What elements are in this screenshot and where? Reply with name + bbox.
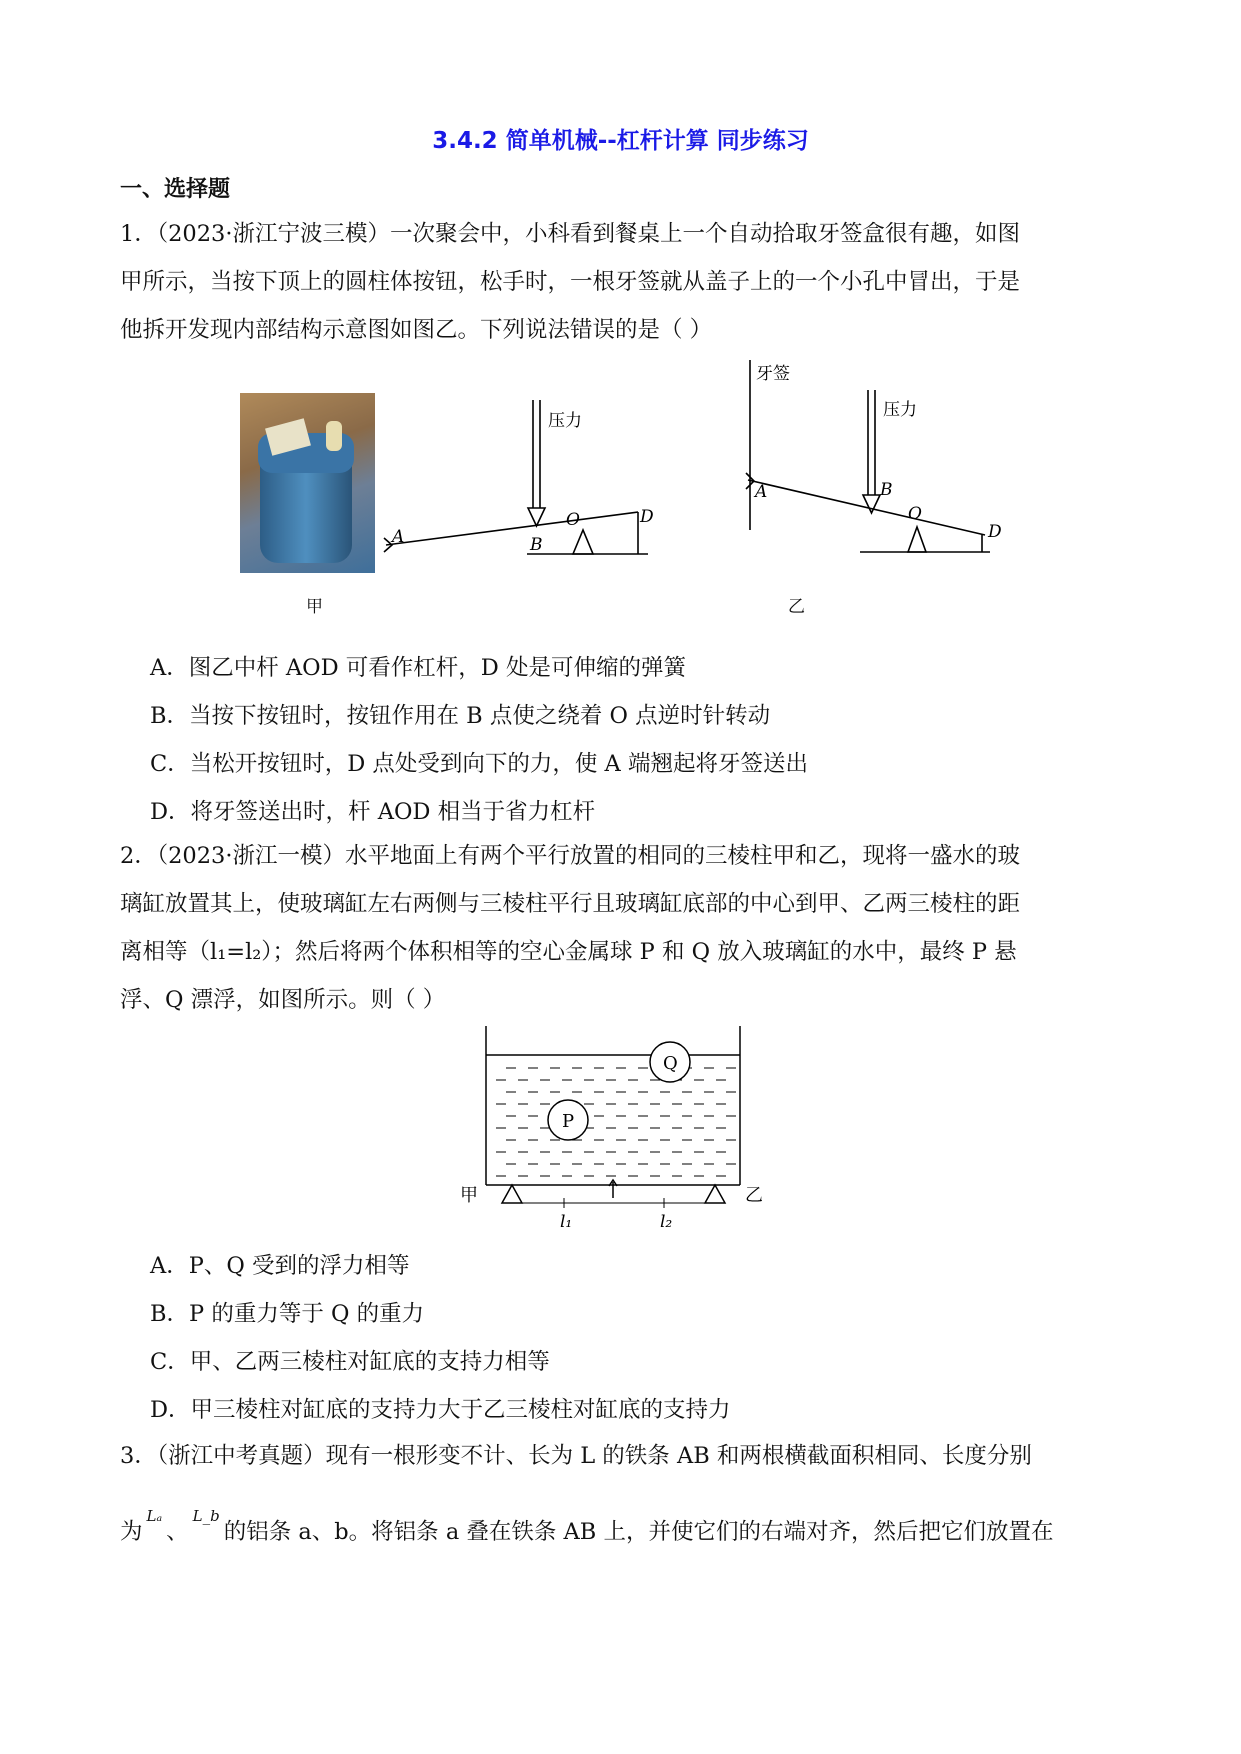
label-a: A	[392, 527, 405, 547]
question-3-line: 3．（浙江中考真题）现有一根形变不计、长为 L 的铁条 AB 和两根横截面积相同、长度分别	[120, 1443, 1032, 1469]
question-1-option-c: C．当松开按钮时，D 点处受到向下的力，使 A 端翘起将牙签送出	[150, 751, 808, 777]
prism-jia-label: 甲	[460, 1185, 478, 1206]
q3-prefix: 为	[120, 1519, 143, 1545]
label-b: B	[880, 480, 893, 500]
question-1-option-d: D．将牙签送出时，杆 AOD 相当于省力杠杆	[150, 799, 596, 825]
label-o: O	[566, 510, 580, 530]
question-1-line: 1．（2023·浙江宁波三模）一次聚会中，小科看到餐桌上一个自动拾取牙签盒很有趣，如图	[120, 221, 1020, 247]
q3-rest: 的铝条 a、b。将铝条 a 叠在铁条 AB 上，并使它们的右端对齐，然后把它们放置在	[223, 1519, 1054, 1545]
q3-sep: 、	[166, 1519, 189, 1545]
question-2-line: 浮、Q 漂浮，如图所示。则（ ）	[120, 987, 446, 1013]
question-2-option-a: A．P、Q 受到的浮力相等	[150, 1253, 410, 1279]
label-b: B	[530, 535, 543, 555]
prism-yi-label: 乙	[745, 1185, 763, 1206]
pivot-triangle	[573, 530, 593, 554]
ball-p-label: P	[562, 1111, 575, 1132]
lever-diagram-yi	[740, 355, 1040, 575]
section-heading: 一、选择题	[120, 177, 231, 202]
lever-diagram-jia	[380, 390, 670, 590]
question-2-line: 2．（2023·浙江一模）水平地面上有两个平行放置的相同的三棱柱甲和乙，现将一盛水的玻	[120, 843, 1020, 869]
prism-jia	[502, 1185, 522, 1203]
question-2-option-b: B．P 的重力等于 Q 的重力	[150, 1301, 425, 1327]
toothpick-label: 牙签	[756, 364, 790, 384]
label-a: A	[755, 482, 768, 502]
lever-rod	[748, 480, 985, 535]
question-1-option-a: A．图乙中杆 AOD 可看作杠杆，D 处是可伸缩的弹簧	[150, 655, 686, 681]
question-2-option-c: C．甲、乙两三棱柱对缸底的支持力相等	[150, 1349, 550, 1375]
question-1-option-b: B．当按下按钮时，按钮作用在 B 点使之绕着 O 点逆时针转动	[150, 703, 771, 729]
l2-label: l₂	[660, 1212, 673, 1232]
question-1-line: 甲所示，当按下顶上的圆柱体按钮，松手时，一根牙签就从盖子上的一个小孔中冒出，于是	[120, 269, 1021, 295]
glass-tank-diagram	[460, 1020, 780, 1235]
l1-label: l₁	[560, 1212, 573, 1232]
ball-q-label: Q	[663, 1053, 678, 1074]
question-1-text	[120, 210, 1130, 354]
q3-la: Lₐ	[146, 1507, 163, 1525]
question-2-line: 离相等（l₁=l₂）；然后将两个体积相等的空心金属球 P 和 Q 放入玻璃缸的水中，最终 P 悬	[120, 939, 1017, 965]
page-title: 3.4.2 简单机械--杠杆计算 同步练习	[432, 128, 809, 154]
question-2-option-d: D．甲三棱柱对缸底的支持力大于乙三棱柱对缸底的支持力	[150, 1397, 731, 1423]
photo-box-knob	[326, 421, 342, 451]
q3-lb: L_b	[192, 1507, 220, 1525]
question-2-text	[120, 832, 1130, 1024]
question-3-text	[120, 1432, 1130, 1480]
pressure-arrow-head	[528, 508, 545, 526]
pressure-label: 压力	[548, 411, 582, 431]
question-1-line: 他拆开发现内部结构示意图如图乙。下列说法错误的是（ ）	[120, 317, 713, 343]
figure-caption-jia: 甲	[306, 597, 323, 617]
water-hatching	[496, 1068, 736, 1176]
question-3-line	[120, 1508, 1130, 1556]
lever-rod	[386, 512, 638, 545]
label-o: O	[908, 504, 922, 524]
question-2-line: 璃缸放置其上，使玻璃缸左右两侧与三棱柱平行且玻璃缸底部的中心到甲、乙两三棱柱的距	[120, 891, 1021, 917]
label-d: D	[640, 507, 654, 527]
figure-caption-yi: 乙	[788, 597, 805, 617]
pressure-label: 压力	[883, 400, 917, 420]
toothpick-box-photo	[240, 393, 375, 573]
pivot-triangle	[908, 527, 926, 552]
question-3-line-2	[120, 1508, 1130, 1556]
prism-yi	[705, 1185, 725, 1203]
label-d: D	[988, 522, 1002, 542]
